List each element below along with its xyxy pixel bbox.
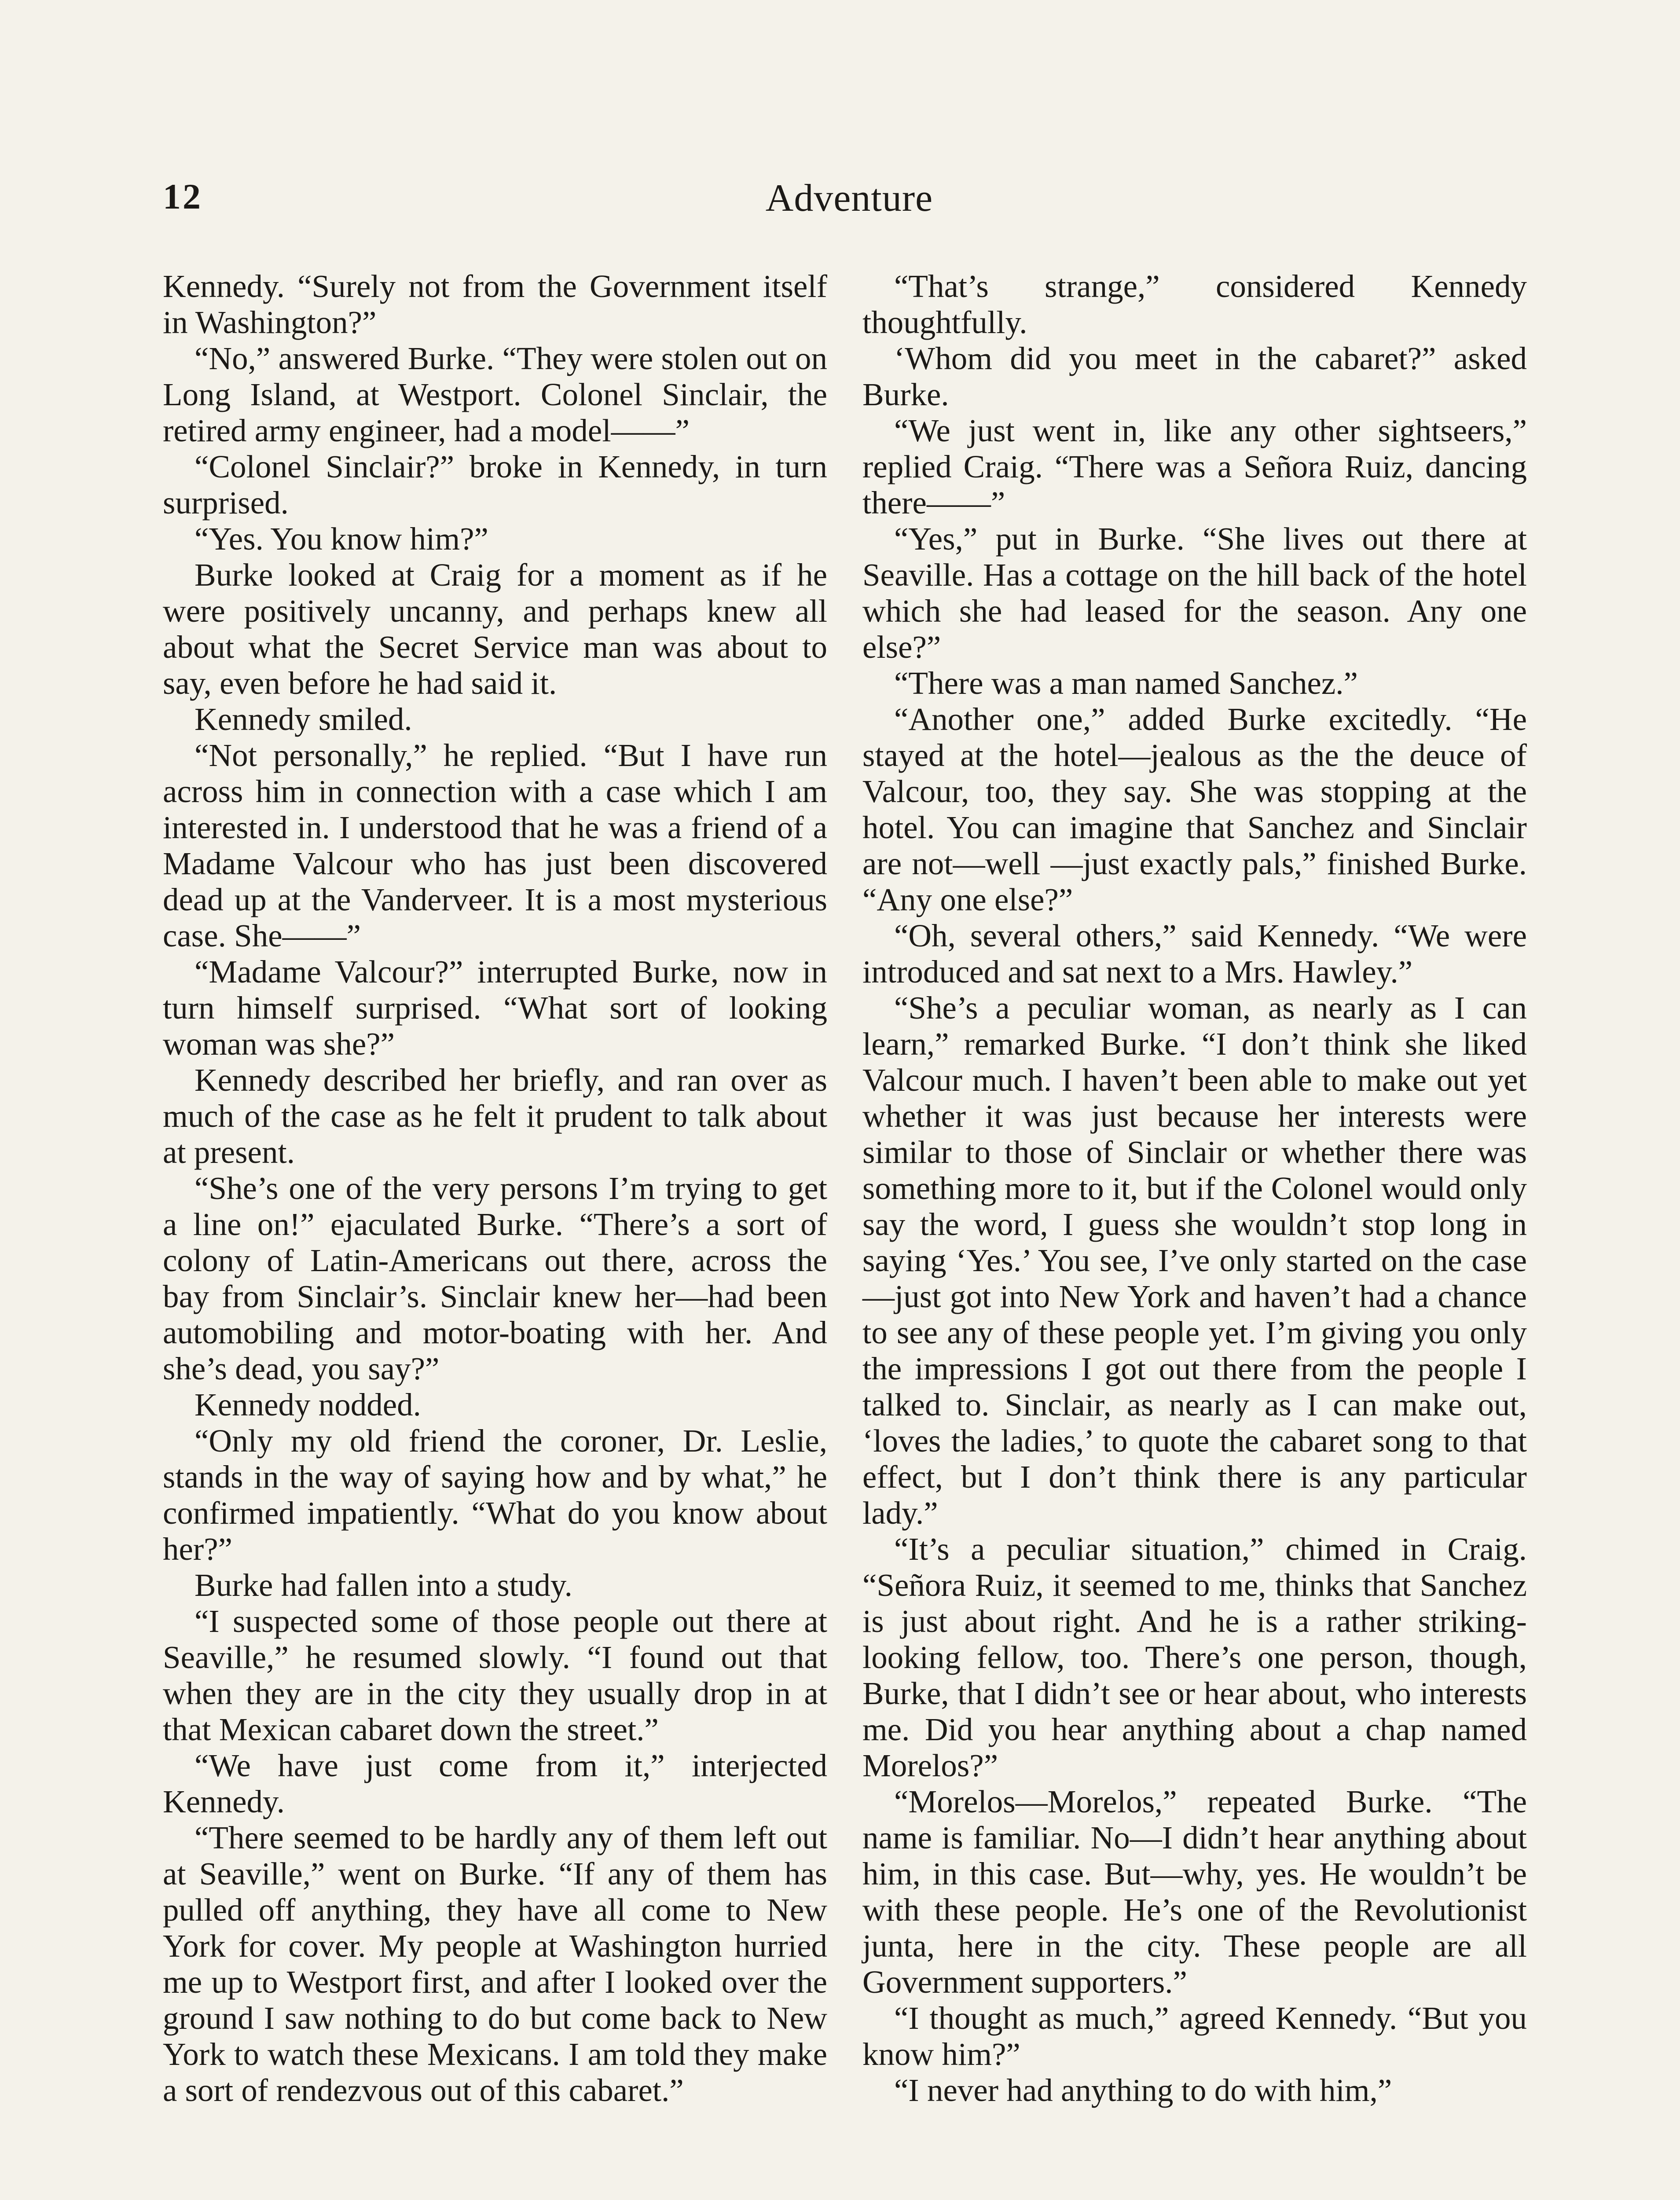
paragraph: Kennedy nodded. (194, 1387, 421, 1423)
paragraph: “We just went in, like any other sightseers,” replied Craig. “There was a Señora Ruiz, dancing there——” (862, 413, 1527, 521)
paragraph: “No,” answered Burke. “They were stolen out on Long Island, at Westport. Colonel Sinclair, the retired army engineer, had a model——” (163, 341, 827, 448)
paragraph: “That’s strange,” considered Kennedy thoughtfully. (862, 268, 1527, 340)
paragraph: “I never had anything to do with him,” (894, 2072, 1392, 2108)
paragraph: Burke had fallen into a study. (194, 1567, 572, 1603)
paragraph: Kennedy. “Surely not from the Government itself in Washington?” (163, 268, 827, 340)
paragraph: “Only my old friend the coroner, Dr. Leslie, stands in the way of saying how and by what,” he confirmed impatiently. “What do you know about her?” (163, 1423, 827, 1567)
paragraph: “I suspected some of those people out there at Seaville,” he resumed slowly. “I found out that when they are in the city they usually drop in at that Mexican cabaret down the street.” (163, 1603, 827, 1747)
page-number: 12 (163, 176, 202, 216)
paragraph: “She’s one of the very persons I’m trying to get a line on!” ejaculated Burke. “There’s a sort of colony of Latin-Americans out there, across the bay from Sinclair’s. Sinclair knew her—had been automobiling and motor-boating with her. And she’s dead, you say?” (163, 1170, 827, 1386)
paragraph: “Another one,” added Burke excitedly. “He stayed at the hotel—jealous as the the deuce of Valcour, too, they say. She was stopping at the hotel. You can imagine that Sanchez and Sinclair are not—well —just exactly pals,” finished Burke. “Any one else?” (862, 701, 1527, 917)
paragraph: “Morelos—Morelos,” repeated Burke. “The name is familiar. No—I didn’t hear anything about him, in this case. But—why, yes. He wouldn’t be with these people. He’s one of the Revolutionist junta, here in the city. These people are all Government supporters.” (862, 1784, 1527, 2000)
paragraph: ‘Whom did you meet in the cabaret?” asked Burke. (862, 341, 1527, 412)
running-title: Adventure (765, 177, 933, 220)
paragraph: “Yes,” put in Burke. “She lives out there at Seaville. Has a cottage on the hill back of the hotel which she had leased for the season. Any one else?” (862, 521, 1527, 665)
paragraph: “It’s a peculiar situation,” chimed in Craig. “Señora Ruiz, it seemed to me, thinks that Sanchez is just about right. And he is a rather striking-looking fellow, too. There’s one person, though, Burke, that I didn’t see or hear about, who interests me. Did you hear anything about a chap named Morelos?” (862, 1531, 1527, 1783)
paragraph: “There was a man named Sanchez.” (894, 665, 1358, 701)
paragraph: Kennedy described her briefly, and ran over as much of the case as he felt it prudent to talk about at present. (163, 1062, 827, 1170)
paragraph: “There seemed to be hardly any of them left out at Seaville,” went on Burke. “If any of them has pulled off anything, they have all come to New York for cover. My people at Washington hurried me up to Westport first, and after I looked over the ground I saw nothing to do but come back to New York to watch these Mexicans. I am told they make a sort of rendezvous out of this cabaret.” (163, 1820, 827, 2108)
paragraph: “She’s a peculiar woman, as nearly as I can learn,” remarked Burke. “I don’t think she liked Valcour much. I haven’t been able to make out yet whether it was just because her interests were similar to those of Sinclair or whether there was something more to it, but if the Colonel would only say the word, I guess she wouldn’t stop long in saying ‘Yes.’ You see, I’ve only started on the case—just got into New York and haven’t had a chance to see any of these people yet. I’m giving you only the impressions I got out there from the people I talked to. Sinclair, as nearly as I can make out, ‘loves the ladies,’ to quote the cabaret song to that effect, but I don’t think there is any particular lady.” (862, 990, 1527, 1531)
paragraph: Burke looked at Craig for a moment as if he were positively uncanny, and perhaps knew all about what the Secret Service man was about to say, even before he had said it. (163, 557, 827, 701)
paragraph: “Colonel Sinclair?” broke in Kennedy, in turn surprised. (163, 449, 827, 521)
paragraph: “I thought as much,” agreed Kennedy. “But you know him?” (862, 2000, 1527, 2072)
paragraph: “We have just come from it,” interjected Kennedy. (163, 1748, 827, 1819)
left-column (163, 268, 827, 2108)
paragraph: “Not personally,” he replied. “But I have run across him in connection with a case which I am interested in. I understood that he was a friend of a Madame Valcour who has just been discovered dead up at the Vanderveer. It is a most mysterious case. She——” (163, 737, 827, 953)
paragraph: “Madame Valcour?” interrupted Burke, now in turn himself surprised. “What sort of looking woman was she?” (163, 954, 827, 1062)
paragraph: “Oh, several others,” said Kennedy. “We were introduced and sat next to a Mrs. Hawley.” (862, 918, 1527, 990)
page-header (163, 176, 1536, 229)
paragraph: “Yes. You know him?” (194, 521, 488, 557)
paragraph: Kennedy smiled. (194, 701, 412, 737)
right-column (862, 268, 1527, 2108)
